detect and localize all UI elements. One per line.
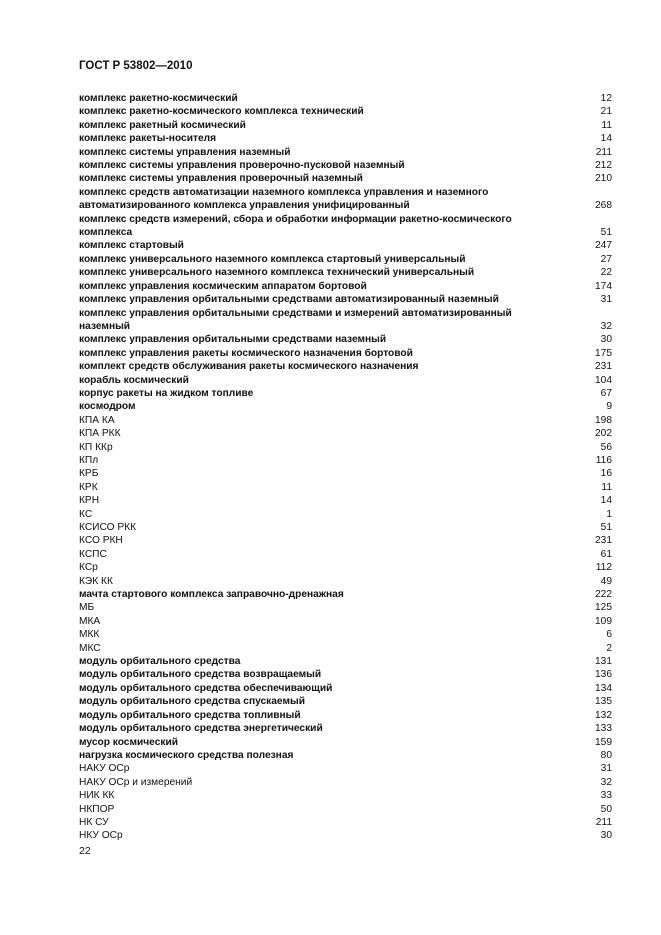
index-entry: [79, 92, 612, 105]
index-term: модуль орбитального средства обеспечивающий: [79, 682, 333, 694]
page-number: 22: [79, 845, 91, 857]
index-term: НИК КК: [79, 790, 115, 802]
index-term: модуль орбитального средства: [79, 656, 241, 668]
index-term: КРК: [79, 481, 98, 493]
index-page-ref: 12: [600, 93, 612, 104]
index-term: НКУ ОСр: [79, 830, 123, 842]
index-term: комплекс системы управления проверочный наземный: [79, 173, 363, 185]
index-term: комплекс ракетно-космического комплекса технический: [79, 106, 364, 118]
index-term: модуль орбитального средства возвращаемый: [79, 669, 322, 681]
index-term: модуль орбитального средства спускаемый: [79, 696, 305, 708]
index-term: КРН: [79, 495, 100, 507]
index-entry: [79, 414, 612, 427]
index-page-ref: 22: [600, 267, 612, 279]
index-entry: [79, 655, 612, 668]
index-term: МКС: [79, 642, 101, 654]
index-entry: [79, 159, 612, 172]
index-entry: [79, 467, 612, 480]
index-page-ref: 175: [595, 347, 612, 359]
index-entry: [79, 789, 612, 802]
index-term: комплекс ракетный космический: [79, 119, 246, 131]
index-entry: [79, 253, 612, 266]
index-term: мусор космический: [79, 736, 179, 748]
index-entry: [79, 548, 612, 561]
index-page-ref: 159: [595, 736, 612, 748]
index-entry: [79, 280, 612, 293]
index-page-ref: 212: [595, 160, 612, 172]
index-term: модуль орбитального средства топливный: [79, 709, 301, 721]
index-term: КСр: [79, 562, 98, 574]
index-term: комплекс управления космическим аппаратом бортовой: [79, 280, 367, 292]
index-page-ref: 50: [600, 803, 612, 815]
index-term: комплекс управления орбитальными средствами наземный: [79, 334, 387, 346]
index-entry: [79, 266, 612, 279]
index-page-ref: 32: [600, 776, 612, 788]
index-entry: [79, 360, 612, 373]
index-term: комплекс системы управления наземный: [79, 146, 291, 158]
index-entry: [79, 494, 612, 507]
index-page-ref: 231: [595, 361, 612, 373]
index-entry: [79, 749, 612, 762]
index-term: комплекс управления орбитальными средствами автоматизированный наземный: [79, 294, 499, 306]
index-page-ref: 136: [595, 669, 612, 681]
index-page-ref: 2: [606, 642, 612, 654]
document-header: ГОСТ Р 53802—2010: [79, 60, 193, 72]
index-term: КС: [79, 508, 93, 520]
index-list: [79, 92, 612, 843]
index-term: НКПОР: [79, 803, 115, 815]
index-page-ref: 33: [600, 790, 612, 802]
index-entry: [79, 105, 612, 118]
index-page-ref: 67: [600, 387, 612, 399]
index-term: КСО РКН: [79, 535, 123, 547]
index-entry: [79, 454, 612, 467]
index-entry: [79, 186, 612, 213]
index-term: КСПС: [79, 548, 107, 560]
index-entry: [79, 400, 612, 413]
index-page-ref: 135: [595, 696, 612, 708]
index-page-ref: 31: [600, 294, 612, 306]
index-term: нагрузка космического средства полезная: [79, 749, 294, 761]
index-entry: [79, 575, 612, 588]
index-page-ref: 21: [600, 106, 612, 118]
index-page-ref: 51: [600, 522, 612, 533]
index-term: МКК: [79, 629, 100, 641]
index-page-ref: 6: [606, 629, 612, 641]
index-entry: [79, 642, 612, 655]
index-term: модуль орбитального средства энергетический: [79, 723, 323, 735]
index-entry: [79, 776, 612, 789]
index-entry: [79, 615, 612, 628]
index-entry: [79, 213, 612, 240]
index-page-ref: 210: [595, 173, 612, 185]
index-page-ref: 32: [600, 320, 612, 332]
index-page-ref: 211: [595, 816, 612, 828]
index-entry: [79, 803, 612, 816]
index-entry: [79, 829, 612, 842]
index-term: комплекс средств автоматизации наземного комплекса управления и наземного автоматизированного комплекса управления унифицированный: [79, 186, 489, 212]
index-term: комплекс универсального наземного комплекса технический универсальный: [79, 267, 475, 279]
index-entry: [79, 481, 612, 494]
index-page-ref: 198: [595, 414, 612, 426]
index-page-ref: 16: [600, 468, 612, 480]
index-page-ref: 11: [601, 481, 612, 493]
index-term: КП ККр: [79, 441, 113, 453]
index-entry: [79, 172, 612, 185]
index-page-ref: 211: [595, 146, 612, 158]
index-entry: [79, 588, 612, 601]
index-term: НАКУ ОСр и измерений: [79, 776, 193, 788]
index-entry: [79, 762, 612, 775]
index-page-ref: 131: [595, 656, 612, 668]
index-page-ref: 14: [600, 495, 612, 507]
index-page-ref: 231: [595, 535, 612, 547]
index-entry: [79, 561, 612, 574]
index-entry: [79, 695, 612, 708]
index-entry: [79, 628, 612, 641]
index-term: КСИСО РКК: [79, 522, 137, 533]
index-entry: [79, 307, 612, 334]
index-entry: [79, 709, 612, 722]
index-entry: [79, 119, 612, 132]
index-page-ref: 49: [600, 575, 612, 587]
index-term: комплекс универсального наземного комплекса стартовый универсальный: [79, 253, 466, 265]
index-page-ref: 9: [606, 401, 612, 413]
index-page-ref: 112: [595, 562, 612, 574]
index-page-ref: 174: [595, 280, 612, 292]
index-page-ref: 31: [600, 763, 612, 775]
index-term: МКА: [79, 615, 101, 627]
index-page-ref: 222: [595, 589, 612, 601]
index-entry: [79, 347, 612, 360]
index-page-ref: 109: [595, 615, 612, 627]
index-entry: [79, 508, 612, 521]
index-entry: [79, 293, 612, 306]
index-entry: [79, 534, 612, 547]
index-page-ref: 30: [600, 830, 612, 842]
index-entry: [79, 146, 612, 159]
index-page-ref: 268: [595, 200, 612, 212]
index-term: комплекс ракеты-носителя: [79, 133, 217, 145]
index-term: комплект средств обслуживания ракеты космического назначения: [79, 361, 419, 373]
index-page-ref: 11: [601, 119, 612, 131]
index-term: корпус ракеты на жидком топливе: [79, 387, 254, 399]
index-term: КПА КА: [79, 414, 115, 426]
index-page-ref: 125: [595, 602, 612, 614]
index-entry: [79, 132, 612, 145]
index-page-ref: 27: [600, 253, 612, 265]
index-page-ref: 61: [600, 548, 612, 560]
index-entry: [79, 427, 612, 440]
index-page-ref: 133: [595, 723, 612, 735]
index-term: мачта стартового комплекса заправочно-дренажная: [79, 589, 344, 601]
index-term: КРБ: [79, 468, 99, 480]
index-term: МБ: [79, 602, 95, 614]
index-entry: [79, 333, 612, 346]
index-page-ref: 104: [595, 374, 612, 386]
index-page-ref: 51: [600, 227, 612, 239]
index-entry: [79, 816, 612, 829]
index-page-ref: 132: [595, 709, 612, 721]
index-entry: [79, 441, 612, 454]
index-entry: [79, 736, 612, 749]
index-term: комплекс средств измерений, сбора и обработки информации ракетно-космического комплекса: [79, 213, 512, 239]
index-page-ref: 14: [600, 133, 612, 145]
index-page-ref: 30: [600, 334, 612, 346]
index-term: НК СУ: [79, 816, 109, 828]
index-entry: [79, 682, 612, 695]
index-term: КПА РКК: [79, 428, 121, 440]
index-term: КЭК КК: [79, 575, 113, 587]
index-page-ref: 1: [606, 508, 612, 520]
index-term: комплекс ракетно-космический: [79, 93, 238, 104]
index-term: комплекс управления ракеты космического назначения бортовой: [79, 347, 413, 359]
index-page-ref: 56: [600, 441, 612, 453]
index-entry: [79, 668, 612, 681]
index-entry: [79, 387, 612, 400]
index-entry: [79, 239, 612, 252]
index-page-ref: 116: [595, 454, 612, 466]
index-entry: [79, 722, 612, 735]
index-entry: [79, 374, 612, 387]
index-page-ref: 247: [595, 240, 612, 252]
index-page-ref: 80: [600, 749, 612, 761]
index-term: космодром: [79, 401, 136, 413]
index-page-ref: 202: [595, 428, 612, 440]
index-entry: [79, 601, 612, 614]
index-term: комплекс управления орбитальными средствами и измерений автоматизированный наземный: [79, 307, 512, 332]
index-term: комплекс системы управления проверочно-пусковой наземный: [79, 160, 405, 172]
index-term: комплекс стартовый: [79, 240, 184, 252]
index-term: корабль космический: [79, 374, 189, 386]
index-entry: [79, 521, 612, 534]
index-page-ref: 134: [595, 682, 612, 694]
index-term: НАКУ ОСр: [79, 763, 130, 775]
index-term: КПл: [79, 454, 99, 466]
